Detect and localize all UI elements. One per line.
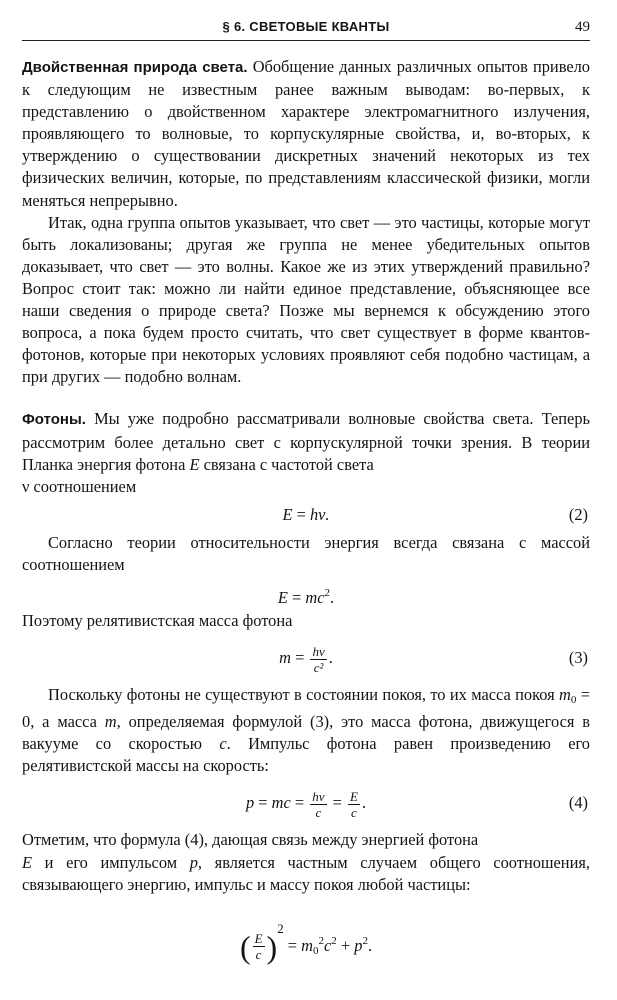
equation-number: (3): [568, 648, 588, 668]
fraction: [348, 789, 360, 820]
var-E: E: [22, 852, 33, 872]
formula-expression: [22, 898, 590, 982]
paragraph-text: связана с частотой света: [199, 454, 374, 474]
fraction: [253, 931, 265, 962]
formula-exponent: 2: [362, 934, 368, 947]
formula-part: p: [354, 935, 363, 955]
formula-part: +: [336, 935, 355, 955]
fraction-numerator: E: [254, 931, 263, 947]
formula-2: [22, 500, 590, 530]
equation-number: (2): [568, 504, 588, 524]
formula-4: [22, 779, 590, 827]
formula-part: c: [324, 935, 332, 955]
section-gap: [22, 388, 590, 408]
fraction-denominator: c: [351, 805, 357, 821]
formula-part: hν.: [309, 504, 330, 524]
formula-mass-energy: [22, 578, 590, 608]
formula-part: =: [283, 935, 302, 955]
formula-part: mc: [305, 587, 325, 607]
paragraph-text: Обобщение данных различных опытов привело к следующим не известным ранее важным выводам: во-первых, к представлению о двойственном характере электромагнитного излучения, проявляющего то волновые, то корпускулярные свойства, и, во-вторых, к утверждению о существовании дискретных значений некоторых из тех физических величин, которые, по представлениям классической физики, могли меняться непрерывно.: [22, 57, 590, 210]
page-body: [22, 56, 591, 965]
fraction-denominator: c²: [313, 659, 324, 675]
formula-part: =: [290, 793, 309, 813]
formula-part: mc: [271, 793, 291, 813]
var-p: p: [189, 852, 198, 872]
paragraph-relativistic-mass: Поэтому релятивистская масса фотона: [22, 610, 293, 630]
running-title: § 6. СВЕТОВЫЕ КВАНТЫ: [222, 19, 390, 34]
formula-expression: [22, 578, 590, 613]
paragraph-text: , является частным случаем общего соотношения, связывающего энергию, импульс и массу покоя любой частицы:: [22, 852, 590, 894]
fraction-denominator: c: [255, 947, 262, 963]
formula-part: m: [301, 935, 313, 955]
formula-expression: [22, 779, 590, 827]
paragraph-text: Поскольку фотоны не существуют в состоянии покоя, то их масса покоя: [48, 685, 560, 705]
paragraph-photon-momentum: [22, 684, 590, 777]
paragraph-text: , определяемая формулой (3), это масса фотона, движущегося в вакууме со скоростью: [22, 712, 591, 754]
paragraph-particles-or-waves: Итак, одна группа опытов указывает, что свет — это частицы, которые могут быть локализованы; другая же группа не менее убедительных опытов доказывает, что свет — это волны. Какое же из этих утверждений правильно? Вопрос стоит так: можно ли найти единое представление, объясняющее все наши сведения о природе света? Позже мы вернемся к обсуждению этого вопроса, а пока будем просто считать, что свет существует в форме квантов-фотонов, которые при некоторых условиях проявляют себя подобно частицам, а при других — подобно волнам.: [22, 212, 590, 387]
var-c: c: [219, 734, 227, 754]
subscript: 0: [570, 694, 577, 707]
formula-expression: [22, 500, 590, 530]
formula-part: =: [291, 648, 309, 668]
equation-number: (4): [568, 793, 588, 813]
paragraph-text: = 0, а масса: [22, 685, 591, 732]
formula-part: E: [282, 504, 293, 524]
formula-exponent: 2: [331, 934, 337, 947]
fraction-numerator: hν: [312, 789, 325, 805]
formula-part: p: [245, 793, 255, 813]
section-heading-dual-nature: Двойственная природа света.: [22, 59, 248, 76]
fraction-numerator: E: [349, 789, 358, 805]
formula-paren: (: [239, 928, 251, 965]
formula-3: [22, 634, 590, 682]
paragraph-text: Мы уже подробно рассматривали волновые свойства света. Теперь рассмотрим более детально свет с корпускулярной точки зрения. В теории Планка энергия фотона: [22, 409, 590, 474]
paragraph-photons-intro: [22, 408, 590, 497]
formula-part: .: [329, 587, 335, 607]
formula-paren: ): [266, 928, 278, 965]
paragraph-text: . Импульс фотона равен произведению его релятивистской массы на скорость:: [22, 734, 590, 776]
paragraph-relativity: Согласно теории относительности энергия всегда связана с массой соотношением: [22, 532, 590, 574]
formula-energy-momentum: [22, 898, 590, 965]
paragraph-text: Отметим, что формула (4), дающая связь между энергией фотона: [22, 830, 479, 850]
fraction-denominator: c: [315, 805, 322, 821]
var-m: m: [104, 712, 117, 732]
formula-part: =: [254, 793, 272, 813]
formula-part: .: [328, 648, 333, 668]
subscript: 0: [313, 944, 319, 957]
formula-part: E: [277, 587, 288, 607]
formula-part: .: [361, 793, 367, 813]
fraction: [310, 789, 326, 820]
formula-part: =: [292, 504, 310, 524]
paragraph-text: и его импульсом: [32, 852, 190, 872]
formula-part: =: [328, 793, 346, 813]
paragraph-dual-nature: [22, 56, 590, 212]
fraction-numerator: hν: [312, 643, 325, 659]
paragraph-general-relation: [22, 829, 590, 895]
book-page: [22, 0, 590, 1000]
fraction: [310, 644, 326, 675]
formula-part: m: [279, 648, 291, 668]
var-nu: ν: [22, 476, 30, 496]
page-header: [22, 14, 590, 41]
formula-exponent: 2: [324, 586, 330, 599]
formula-part: .: [367, 935, 373, 955]
formula-expression: [22, 634, 590, 682]
formula-exponent: 2: [318, 934, 324, 947]
page-number: 49: [575, 19, 590, 35]
formula-exponent: 2: [277, 920, 284, 936]
paragraph-text: соотношением: [29, 476, 137, 496]
formula-part: =: [287, 587, 306, 607]
var-E: E: [189, 454, 200, 474]
var-m0: m: [559, 685, 571, 705]
section-heading-photons: Фотоны.: [22, 411, 86, 429]
